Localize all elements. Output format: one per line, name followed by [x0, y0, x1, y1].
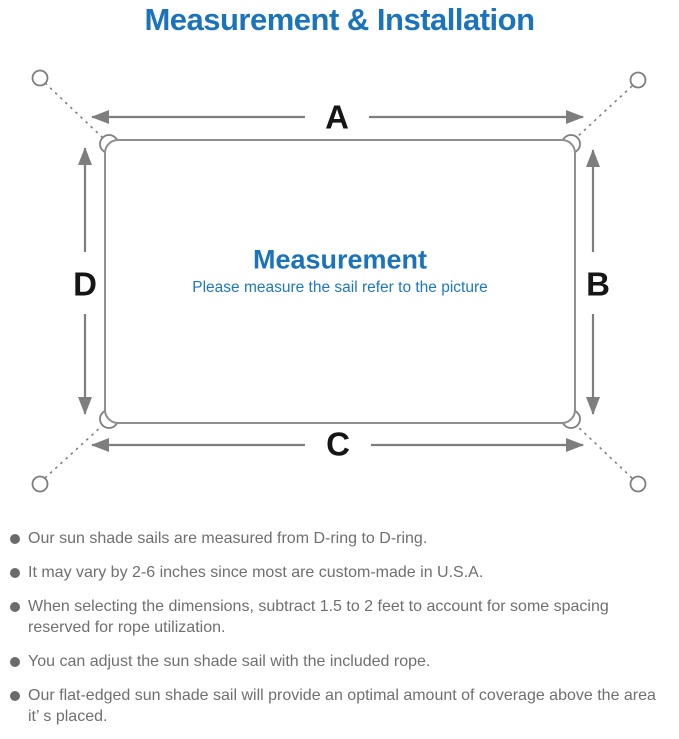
note-item — [8, 651, 668, 672]
rope-line-bottom-left — [45, 425, 103, 478]
note-item — [8, 562, 668, 583]
bullet-dot-icon — [10, 568, 20, 578]
rope-line-top-right — [576, 86, 632, 138]
page-title: Measurement & Installation — [144, 2, 535, 37]
bullet-dot-icon — [10, 691, 20, 701]
bullet-dot-icon — [10, 602, 20, 612]
measurement-caption-subtitle: Please measure the sail refer to the picture — [192, 279, 488, 296]
rope-line-bottom-right — [576, 425, 632, 478]
rope-line-top-left — [45, 83, 103, 138]
note-text: You can adjust the sun shade sail with the included rope. — [28, 653, 431, 670]
bullet-dot-icon — [10, 534, 20, 544]
note-text: Our sun shade sails are measured from D-ring to D-ring. — [28, 530, 428, 547]
dimension-label-b: B — [586, 265, 610, 303]
dimension-label-d: D — [73, 265, 97, 303]
dimension-label-a: A — [319, 101, 355, 134]
note-item — [8, 596, 668, 638]
note-text: Our flat-edged sun shade sail will provide an optimal amount of coverage above the area it’ s placed. — [28, 687, 656, 725]
notes-list — [8, 528, 668, 739]
dimension-label-c: C — [320, 428, 356, 461]
measurement-caption-title: Measurement — [252, 244, 428, 275]
anchor-ring-top-left — [33, 71, 48, 86]
note-text: When selecting the dimensions, subtract 1.5 to 2 feet to account for some spacing reserved for rope utilization. — [28, 598, 609, 636]
note-text: It may vary by 2-6 inches since most are custom-made in U.S.A. — [28, 564, 484, 581]
anchor-ring-top-right — [631, 73, 646, 88]
bullet-dot-icon — [10, 657, 20, 667]
anchor-ring-bottom-left — [33, 477, 48, 492]
note-item — [8, 528, 668, 549]
note-item — [8, 685, 668, 727]
anchor-ring-bottom-right — [631, 477, 646, 492]
